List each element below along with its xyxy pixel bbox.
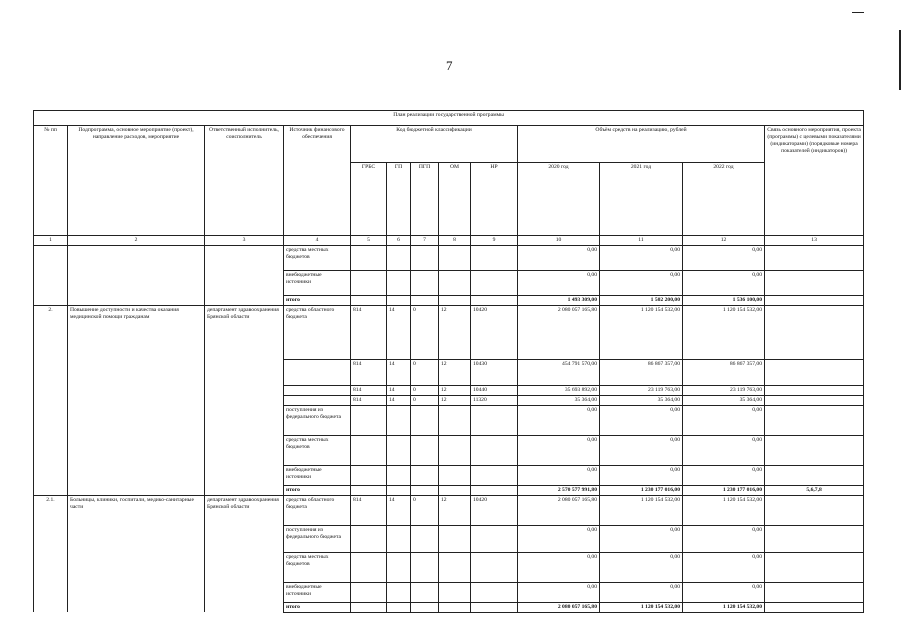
row-nr: 10440 [471,385,518,395]
row-nr: 10430 [471,359,518,385]
row-executor [205,395,284,405]
row-om [439,602,471,612]
row-source [284,385,351,395]
row-value-2022: 35 364,00 [683,395,765,405]
column-number: 7 [411,236,439,246]
row-source: средства областного бюджета [284,305,351,359]
row-pgp: 0 [411,495,439,525]
row-number [34,465,68,485]
row-value-2020: 35 693 892,00 [518,385,600,395]
row-nr [471,296,518,306]
table-row [34,246,864,271]
row-name [68,405,205,435]
row-pgp: 0 [411,305,439,359]
row-executor [205,435,284,465]
row-value-2021: 0,00 [600,465,683,485]
row-pgp [411,602,439,612]
row-nr [471,485,518,495]
row-pgp [411,435,439,465]
row-source [284,359,351,385]
row-pgp [411,405,439,435]
row-executor [205,405,284,435]
header-num: № пп [34,126,68,236]
row-indicator-link [765,465,864,485]
table-row [34,552,864,582]
row-number [34,271,68,296]
header-amount: Объём средств на реализацию, рублей [518,126,765,163]
scan-mark-top-right [852,12,864,13]
row-executor [205,485,284,495]
header-source: Источник финансового обеспечения [284,126,351,236]
row-gp [387,246,411,271]
header-subprogram: Подпрограмма, основное мероприятие (проект), направление расходов, мероприятие [68,126,205,236]
row-pgp [411,246,439,271]
row-grbs: 814 [351,385,387,395]
plan-table [33,110,864,613]
row-value-2022: 0,00 [683,465,765,485]
row-value-2022: 23 119 763,00 [683,385,765,395]
table-row [34,602,864,612]
row-name [68,435,205,465]
row-om [439,582,471,602]
column-number: 1 [34,236,68,246]
header-2021: 2021 год [600,163,683,236]
column-number: 11 [600,236,683,246]
column-number: 8 [439,236,471,246]
row-number [34,296,68,306]
row-executor [205,602,284,612]
row-grbs [351,271,387,296]
row-executor [205,582,284,602]
row-value-2021: 1 230 177 016,00 [600,485,683,495]
header-2020: 2020 год [518,163,600,236]
row-number [34,582,68,602]
row-gp [387,296,411,306]
header-budget-code: Код бюджетной классификации [351,126,518,163]
row-grbs [351,465,387,485]
row-executor [205,552,284,582]
row-number: 2.1. [34,495,68,525]
row-pgp [411,485,439,495]
column-number: 6 [387,236,411,246]
row-source: средства местных бюджетов [284,246,351,271]
row-om: 12 [439,359,471,385]
row-nr [471,271,518,296]
row-indicator-link [765,495,864,525]
row-source: поступления из федерального бюджета [284,525,351,552]
row-name [68,525,205,552]
row-pgp [411,525,439,552]
table-row [34,435,864,465]
row-name [68,552,205,582]
row-source: внебюджетные источники [284,582,351,602]
table-row [34,359,864,385]
scan-mark-right-edge [899,30,901,90]
row-value-2020: 0,00 [518,552,600,582]
row-executor: департамент здравоохранения Брянской области [205,305,284,359]
row-om: 12 [439,385,471,395]
row-gp [387,552,411,582]
row-om [439,246,471,271]
row-value-2022: 1 536 100,00 [683,296,765,306]
row-om: 12 [439,495,471,525]
row-om: 12 [439,395,471,405]
table-row [34,582,864,602]
page-number: 7 [446,58,453,73]
row-nr [471,465,518,485]
row-value-2022: 1 230 177 016,00 [683,485,765,495]
table-row [34,465,864,485]
row-om [439,405,471,435]
table-row [34,405,864,435]
row-grbs: 814 [351,359,387,385]
row-source: поступления из федерального бюджета [284,405,351,435]
row-indicator-link [765,435,864,465]
row-pgp [411,296,439,306]
row-om [439,296,471,306]
row-grbs [351,246,387,271]
row-gp: 14 [387,495,411,525]
row-pgp [411,271,439,296]
row-gp [387,582,411,602]
row-nr [471,405,518,435]
row-gp [387,602,411,612]
row-grbs [351,525,387,552]
row-source: итого [284,296,351,306]
header-grbs: ГРБС [351,163,387,236]
row-number [34,405,68,435]
row-gp: 14 [387,305,411,359]
row-om [439,465,471,485]
row-name: Больницы, клиники, госпитали, медико-санитарные части [68,495,205,525]
row-nr: 10420 [471,495,518,525]
row-value-2020: 454 791 570,00 [518,359,600,385]
row-value-2021: 1 120 154 532,00 [600,495,683,525]
column-number: 3 [205,236,284,246]
row-executor: департамент здравоохранения Брянской области [205,495,284,525]
row-value-2022: 1 120 154 532,00 [683,495,765,525]
row-name [68,602,205,612]
row-gp: 14 [387,359,411,385]
row-om [439,485,471,495]
row-value-2022: 1 120 154 532,00 [683,305,765,359]
row-gp [387,485,411,495]
row-pgp: 0 [411,359,439,385]
row-executor [205,359,284,385]
row-grbs: 814 [351,495,387,525]
row-name [68,359,205,385]
header-gp: ГП [387,163,411,236]
row-indicator-link: 5,6,7,8 [765,485,864,495]
row-value-2021: 0,00 [600,435,683,465]
row-executor [205,246,284,271]
row-om: 12 [439,305,471,359]
row-value-2020: 2 080 057 165,80 [518,602,600,612]
row-gp: 14 [387,395,411,405]
row-value-2022: 0,00 [683,525,765,552]
row-number: 2. [34,305,68,359]
row-value-2020: 0,00 [518,435,600,465]
row-grbs [351,602,387,612]
table-row [34,485,864,495]
row-name [68,465,205,485]
row-executor [205,385,284,395]
row-pgp [411,465,439,485]
row-executor [205,525,284,552]
column-number: 4 [284,236,351,246]
row-indicator-link [765,305,864,359]
row-value-2021: 1 120 154 532,00 [600,305,683,359]
row-value-2020: 2 080 057 165,80 [518,305,600,359]
row-value-2022: 0,00 [683,271,765,296]
row-source: внебюджетные источники [284,465,351,485]
header-om: ОМ [439,163,471,236]
row-name [68,296,205,306]
header-executor: Ответственный исполнитель, соисполнитель [205,126,284,236]
row-indicator-link [765,296,864,306]
row-value-2020: 35 364,00 [518,395,600,405]
row-nr [471,602,518,612]
row-value-2020: 1 493 309,00 [518,296,600,306]
row-value-2022: 86 867 357,00 [683,359,765,385]
row-source: средства местных бюджетов [284,552,351,582]
table-row [34,395,864,405]
row-executor [205,465,284,485]
row-number [34,246,68,271]
row-indicator-link [765,405,864,435]
row-grbs [351,552,387,582]
row-value-2021: 23 119 763,00 [600,385,683,395]
row-value-2021: 0,00 [600,552,683,582]
row-number [34,602,68,612]
row-om [439,271,471,296]
row-indicator-link [765,359,864,385]
row-value-2020: 0,00 [518,525,600,552]
row-value-2020: 0,00 [518,582,600,602]
row-indicator-link [765,552,864,582]
row-pgp: 0 [411,395,439,405]
row-number [34,359,68,385]
row-nr [471,246,518,271]
row-number [34,525,68,552]
row-source [284,395,351,405]
header-pgp: ПГП [411,163,439,236]
row-value-2021: 0,00 [600,525,683,552]
row-value-2021: 0,00 [600,582,683,602]
row-value-2022: 0,00 [683,552,765,582]
row-value-2020: 2 570 577 991,80 [518,485,600,495]
row-source: средства местных бюджетов [284,435,351,465]
row-nr [471,525,518,552]
row-nr: 10420 [471,305,518,359]
row-om [439,552,471,582]
row-gp [387,465,411,485]
row-gp [387,435,411,465]
row-gp [387,405,411,435]
row-value-2022: 0,00 [683,582,765,602]
row-value-2020: 0,00 [518,246,600,271]
row-value-2021: 86 867 357,00 [600,359,683,385]
row-grbs [351,485,387,495]
row-indicator-link [765,246,864,271]
column-number: 2 [68,236,205,246]
row-name [68,385,205,395]
row-indicator-link [765,395,864,405]
row-value-2021: 1 120 154 532,00 [600,602,683,612]
row-gp [387,525,411,552]
row-name [68,246,205,271]
row-number [34,552,68,582]
row-grbs [351,582,387,602]
row-value-2021: 35 364,00 [600,395,683,405]
column-numbers-row [34,236,864,246]
row-om [439,525,471,552]
row-grbs: 814 [351,305,387,359]
row-value-2021: 0,00 [600,405,683,435]
row-source: внебюджетные источники [284,271,351,296]
column-number: 9 [471,236,518,246]
table-row [34,305,864,359]
row-indicator-link [765,385,864,395]
row-value-2021: 0,00 [600,246,683,271]
row-value-2022: 0,00 [683,435,765,465]
row-number [34,485,68,495]
column-number: 12 [683,236,765,246]
row-value-2022: 0,00 [683,405,765,435]
table-row [34,271,864,296]
row-value-2021: 0,00 [600,271,683,296]
row-name: Повышение доступности и качества оказания медицинской помощи гражданам [68,305,205,359]
row-value-2022: 0,00 [683,246,765,271]
row-value-2020: 0,00 [518,271,600,296]
row-grbs: 814 [351,395,387,405]
table-title: План реализации государственной программы [34,111,864,126]
column-number: 10 [518,236,600,246]
row-nr: 11320 [471,395,518,405]
row-value-2022: 1 120 154 532,00 [683,602,765,612]
row-pgp [411,552,439,582]
table-row [34,385,864,395]
row-name [68,271,205,296]
row-number [34,385,68,395]
row-grbs [351,296,387,306]
row-executor [205,296,284,306]
column-number: 13 [765,236,864,246]
row-source: средства областного бюджета [284,495,351,525]
row-name [68,395,205,405]
row-gp: 14 [387,385,411,395]
row-executor [205,271,284,296]
row-name [68,485,205,495]
row-source: итого [284,485,351,495]
row-indicator-link [765,602,864,612]
column-number: 5 [351,236,387,246]
row-om [439,435,471,465]
row-nr [471,582,518,602]
row-nr [471,552,518,582]
row-gp [387,271,411,296]
row-pgp: 0 [411,385,439,395]
header-2022: 2022 год [683,163,765,236]
row-pgp [411,582,439,602]
row-value-2020: 2 080 057 165,80 [518,495,600,525]
header-nr: НР [471,163,518,236]
row-grbs [351,405,387,435]
row-value-2020: 0,00 [518,465,600,485]
row-number [34,435,68,465]
row-nr [471,435,518,465]
row-value-2020: 0,00 [518,405,600,435]
row-indicator-link [765,525,864,552]
row-source: итого [284,602,351,612]
header-link: Связь основного мероприятия, проекта (программы) с целевыми показателями (индикаторами) (порядковые номера показателей (индикаторов)) [765,126,864,236]
table-row [34,296,864,306]
row-indicator-link [765,271,864,296]
table-row [34,495,864,525]
row-name [68,582,205,602]
row-number [34,395,68,405]
row-value-2021: 1 502 200,00 [600,296,683,306]
row-indicator-link [765,582,864,602]
row-grbs [351,435,387,465]
table-row [34,525,864,552]
